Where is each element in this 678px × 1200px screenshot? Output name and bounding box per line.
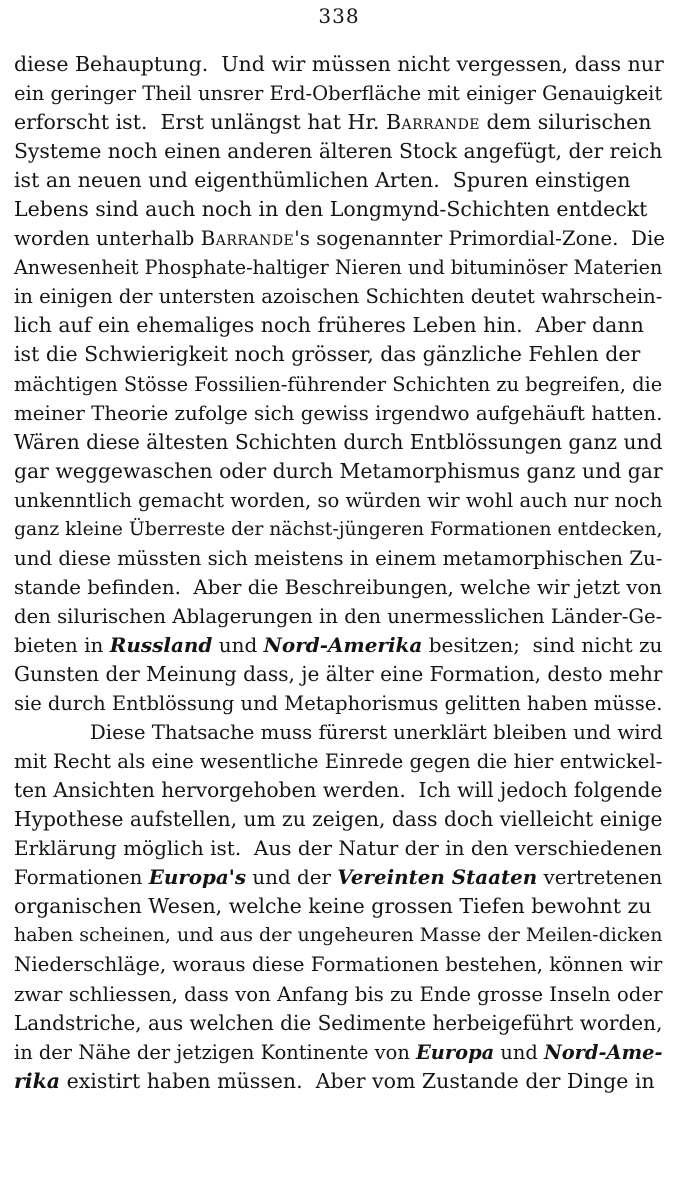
text-line (14, 834, 666, 863)
text-segment: Niederschläge, woraus diese Formationen bestehen, können wir (14, 953, 663, 977)
text-line (14, 166, 666, 195)
page-number: 338 (318, 4, 360, 28)
text-segment: sie durch Entblössung und Metaphorismus gelitten haben müsse. (14, 692, 663, 716)
text-segment: Hypothese aufstellen, um zu zeigen, dass doch vielleicht einige (14, 807, 663, 832)
text-segment: ganz kleine Überreste der nächst-jüngeren Formationen entdecken, (14, 518, 663, 540)
text-segment: Gunsten der Meinung dass, je älter eine Formation, desto mehr (14, 661, 663, 686)
text-segment: 's sogenannter Primordial-Zone. Die (294, 227, 666, 251)
text-line (14, 108, 666, 137)
text-segment: meiner Theorie zufolge sich gewiss irgendwo aufgehäuft hatten. (14, 401, 663, 425)
text-line (14, 1038, 666, 1067)
italic-place-name: Nord-Ame- (543, 1040, 663, 1064)
text-segment: existirt haben müssen. Aber vom Zustande der Dinge in (60, 1068, 655, 1093)
text-line (14, 311, 666, 340)
text-line (14, 1009, 666, 1038)
text-segment: zwar schliessen, dass von Anfang bis zu Ende grosse Inseln oder (14, 982, 663, 1006)
italic-place-name: Vereinten Staaten (337, 865, 538, 890)
text-segment: lich auf ein ehemaliges noch früheres Leben hin. Aber dann (14, 313, 644, 338)
small-caps-name: Barrande (200, 227, 295, 251)
text-line (14, 776, 666, 805)
text-line (14, 863, 666, 892)
text-segment: Diese Thatsache muss fürerst unerklärt bleiben und wird (90, 721, 663, 745)
text-segment: unkenntlich gemacht worden, so würden wir wohl auch nur noch (14, 488, 663, 512)
text-line (14, 224, 666, 253)
text-segment: mit Recht als eine wesentliche Einrede gegen die hier entwickel- (14, 750, 663, 774)
text-line (14, 602, 666, 631)
text-line (14, 282, 666, 311)
text-line (14, 805, 666, 834)
text-segment: den silurischen Ablagerungen in den unermesslichen Länder-Ge- (14, 604, 663, 628)
text-line (14, 515, 666, 544)
italic-place-name: Nord-Amerika (263, 632, 423, 657)
text-line (14, 950, 666, 979)
italic-place-name: Russland (109, 632, 213, 657)
text-segment: ein geringer Theil unsrer Erd-Oberfläche mit einiger Genauigkeit (14, 82, 663, 106)
text-line (14, 921, 666, 950)
text-segment: gar weggewaschen oder durch Metamorphismus ganz und gar (14, 458, 663, 483)
text-line (14, 195, 666, 224)
text-segment: in einigen der untersten azoischen Schichten deutet wahrschein- (14, 285, 663, 309)
text-segment: ten Ansichten hervorgehoben werden. Ich will jedoch folgende (14, 778, 663, 803)
text-segment: Systeme noch einen anderen älteren Stock angefügt, der reich (14, 139, 663, 164)
text-line (14, 689, 666, 718)
italic-place-name: Europa (416, 1040, 495, 1064)
text-line (14, 660, 666, 689)
text-line (14, 137, 666, 166)
text-line (14, 428, 666, 457)
text-segment: organischen Wesen, welche keine grossen Tiefen bewohnt zu (14, 894, 652, 919)
text-line (14, 370, 666, 399)
text-segment: haben scheinen, und aus der ungeheuren Masse der Meilen-dicken (14, 924, 663, 947)
text-segment: Lebens sind auch noch in den Longmynd-Schichten entdeckt (14, 197, 648, 222)
text-segment: ist an neuen und eigenthümlichen Arten. Spuren einstigen (14, 168, 631, 193)
text-segment: bieten in (14, 632, 110, 657)
text-segment: und (494, 1040, 544, 1064)
text-line (14, 399, 666, 428)
text-line (14, 892, 666, 921)
text-segment: Anwesenheit Phosphate-haltiger Nieren und bituminöser Materien (14, 256, 663, 280)
text-line (14, 457, 666, 486)
text-segment: dem silurischen (480, 110, 652, 135)
text-segment: und der (246, 866, 338, 890)
body-text (14, 50, 666, 1096)
text-segment: besitzen; sind nicht zu (422, 632, 663, 657)
text-segment: Erklärung möglich ist. Aus der Natur der in den verschiedenen (14, 836, 663, 861)
text-segment: Formationen (14, 866, 149, 890)
italic-place-name: Europa's (148, 865, 247, 890)
text-line (14, 631, 666, 660)
text-segment: diese Behauptung. Und wir müssen nicht vergessen, dass nur (14, 52, 664, 76)
text-segment: und (212, 632, 264, 657)
text-segment: erforscht ist. Erst unlängst hat Hr. (14, 110, 386, 135)
text-line (14, 1067, 666, 1096)
text-segment: Landstriche, aus welchen die Sedimente herbeigeführt worden, (14, 1010, 663, 1035)
text-segment: Wären diese ältesten Schichten durch Entblössungen ganz und (14, 429, 663, 454)
text-segment: mächtigen Stösse Fossilien-führender Schichten zu begreifen, die (14, 372, 663, 396)
text-line (14, 486, 666, 515)
text-segment: und diese müssten sich meistens in einem metamorphischen Zu- (14, 546, 663, 570)
text-segment: vertretenen (537, 866, 663, 890)
text-segment: worden unterhalb (14, 227, 201, 251)
text-line (14, 50, 666, 79)
text-line (14, 544, 666, 573)
text-segment: in der Nähe der jetzigen Kontinente von (14, 1040, 416, 1064)
small-caps-name: Barrande (385, 110, 481, 135)
text-line (14, 980, 666, 1009)
italic-place-name: rika (14, 1068, 61, 1093)
text-line (14, 747, 666, 776)
text-line (14, 718, 666, 747)
text-segment: ist die Schwierigkeit noch grösser, das gänzliche Fehlen der (14, 342, 641, 367)
text-line (14, 253, 666, 282)
text-segment: stande befinden. Aber die Beschreibungen, welche wir jetzt von (14, 575, 663, 599)
text-line (14, 79, 666, 108)
text-line (14, 340, 666, 369)
text-line (14, 573, 666, 602)
